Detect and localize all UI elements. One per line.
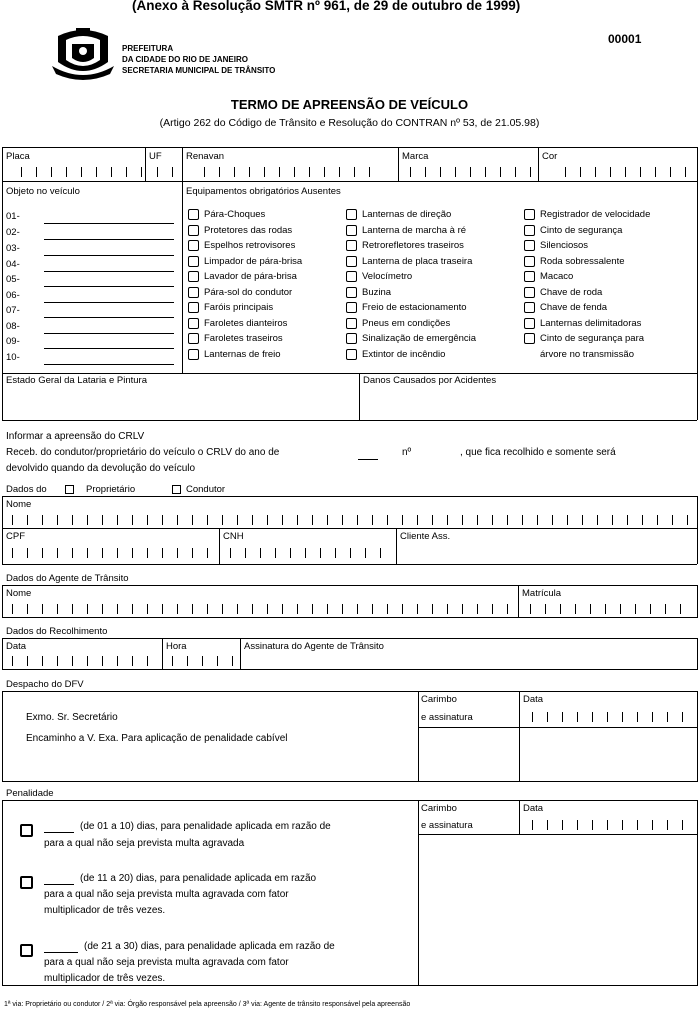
crlv-text-1a: Receb. do condutor/proprietário do veículo o CRLV do ano de [6, 447, 280, 458]
object-number: 05- [6, 274, 20, 285]
despacho-assinatura-label: e assinatura [421, 712, 473, 723]
equipment-item: Sinalização de emergência [362, 333, 477, 344]
rule [518, 585, 519, 618]
object-line[interactable] [44, 239, 174, 240]
equipment-item: Roda sobressalente [540, 256, 625, 267]
crlv-title: Informar a apreensão do CRLV [6, 431, 145, 442]
form-subtitle: (Artigo 262 do Código de Trânsito e Resolução do CONTRAN nº 53, de 21.05.98) [159, 117, 540, 129]
recolhimento-hora-field[interactable] [172, 656, 233, 666]
equipment-item: Registrador de velocidade [540, 209, 651, 220]
agent-title: Dados do Agente de Trânsito [6, 573, 129, 584]
checkbox[interactable] [188, 287, 199, 298]
object-line[interactable] [44, 286, 174, 287]
checkbox[interactable] [346, 302, 357, 313]
penalty-option-3-text-c: multiplicador de três vezes. [44, 973, 166, 984]
checkbox[interactable] [524, 302, 535, 313]
cliente-label: Cliente Ass. [400, 531, 451, 542]
rule [219, 528, 220, 564]
checkbox[interactable] [524, 209, 535, 220]
equipment-item: Faroletes dianteiros [204, 318, 288, 329]
checkbox[interactable] [346, 333, 357, 344]
rule [538, 147, 539, 181]
checkbox[interactable] [346, 349, 357, 360]
matricula-label: Matrícula [522, 588, 562, 599]
equipment-item: Espelhos retrovisores [204, 240, 296, 251]
equipment-item: Lanternas de direção [362, 209, 452, 220]
despacho-carimbo-label: Carimbo [421, 694, 457, 705]
rule [2, 147, 697, 148]
assinatura-label: Assinatura do Agente de Trânsito [244, 641, 384, 652]
rule [162, 638, 163, 670]
recolhimento-data-label: Data [6, 641, 27, 652]
danos-label: Danos Causados por Acidentes [363, 375, 497, 386]
object-line[interactable] [44, 271, 174, 272]
recolhimento-title: Dados do Recolhimento [6, 626, 108, 637]
recolhimento-hora-label: Hora [166, 641, 187, 652]
equipment-item: Lanterna de placa traseira [362, 256, 473, 267]
dados-do-label: Dados do [6, 484, 47, 495]
owner-name-label: Nome [6, 499, 32, 510]
object-line[interactable] [44, 255, 174, 256]
object-line[interactable] [44, 223, 174, 224]
proprietario-checkbox[interactable] [65, 485, 74, 494]
proprietario-label: Proprietário [86, 484, 136, 495]
cpf-field[interactable] [12, 548, 208, 558]
equipment-item: Pneus em condições [362, 318, 451, 329]
rule [2, 373, 697, 374]
object-number: 01- [6, 211, 20, 222]
checkbox[interactable] [188, 209, 199, 220]
checkbox[interactable] [188, 240, 199, 251]
equipment-item: Freio de estacionamento [362, 302, 467, 313]
cnh-label: CNH [223, 531, 244, 542]
despacho-data-label: Data [523, 694, 544, 705]
penalty-option-1-days[interactable] [44, 832, 74, 833]
checkbox[interactable] [346, 318, 357, 329]
city-coat-of-arms-logo [50, 26, 116, 80]
checkbox[interactable] [188, 333, 199, 344]
penalty-option-1-checkbox[interactable] [20, 824, 33, 837]
object-number: 08- [6, 321, 20, 332]
crlv-year-field[interactable] [358, 459, 378, 460]
equipment-item: Lanterna de marcha à ré [362, 225, 467, 236]
org-name-line1: PREFEITURA [122, 44, 174, 53]
rule [2, 496, 3, 564]
despacho-line2: Encaminho a V. Exa. Para aplicação de penalidade cabível [26, 733, 288, 744]
org-name-line2: DA CIDADE DO RIO DE JANEIRO [122, 55, 248, 64]
object-number: 06- [6, 290, 20, 301]
checkbox[interactable] [346, 256, 357, 267]
rule [697, 496, 698, 564]
checkbox[interactable] [524, 318, 535, 329]
equipment-item: Retrorefletores traseiros [362, 240, 464, 251]
penalty-option-2-text-a: (de 11 a 20) dias, para penalidade aplicada em razão [80, 873, 317, 884]
rule [2, 564, 697, 565]
rule [2, 420, 697, 421]
rule [418, 691, 419, 782]
checkbox[interactable] [524, 333, 535, 344]
rule [398, 147, 399, 181]
equipment-item: Macaco [540, 271, 574, 282]
penalidade-data-field[interactable] [532, 820, 683, 830]
equipment-item: Buzina [362, 287, 392, 298]
equipment-label: Equipamentos obrigatórios Ausentes [186, 186, 341, 197]
penalty-option-2-checkbox[interactable] [20, 876, 33, 889]
checkbox[interactable] [188, 349, 199, 360]
crlv-text-1b: nº [402, 447, 412, 458]
condutor-label: Condutor [186, 484, 226, 495]
penalty-option-1-text-a: (de 01 a 10) dias, para penalidade aplicada em razão de [80, 821, 331, 832]
penalty-option-2-text-b: para a qual não seja prevista multa agravada com fator [44, 889, 289, 900]
penalidade-data-label: Data [523, 803, 544, 814]
uf-field[interactable] [157, 167, 173, 177]
equipment-item: Lanternas delimitadoras [540, 318, 642, 329]
object-line[interactable] [44, 317, 174, 318]
equipment-item: Lanternas de freio [204, 349, 281, 360]
renavan-field[interactable] [204, 167, 370, 177]
despacho-title: Despacho do DFV [6, 679, 84, 690]
checkbox[interactable] [188, 256, 199, 267]
crlv-text-2: devolvido quando da devolução do veículo [6, 463, 196, 474]
checkbox[interactable] [188, 225, 199, 236]
equipment-item: Cinto de segurança [540, 225, 623, 236]
checkbox[interactable] [346, 271, 357, 282]
checkbox[interactable] [524, 271, 535, 282]
document-number: 00001 [608, 32, 642, 46]
cnh-field[interactable] [230, 548, 381, 558]
checkbox[interactable] [346, 240, 357, 251]
equipment-item: Silenciosos [540, 240, 589, 251]
equipment-item: Protetores das rodas [204, 225, 293, 236]
objects-label: Objeto no veículo [6, 186, 80, 197]
checkbox[interactable] [524, 225, 535, 236]
penalty-option-3-text-a: (de 21 a 30) dias, para penalidade aplicada em razão de [84, 941, 335, 952]
checkbox[interactable] [524, 240, 535, 251]
object-number: 03- [6, 243, 20, 254]
equipment-item: Faroletes traseiros [204, 333, 283, 344]
checkbox[interactable] [346, 209, 357, 220]
owner-name-field[interactable] [12, 515, 688, 525]
rule [182, 147, 183, 373]
penalty-option-3-checkbox[interactable] [20, 944, 33, 957]
object-line[interactable] [44, 348, 174, 349]
object-line[interactable] [44, 333, 174, 334]
penalidade-title: Penalidade [6, 788, 54, 799]
checkbox[interactable] [524, 287, 535, 298]
object-number: 02- [6, 227, 20, 238]
equipment-item: Chave de roda [540, 287, 603, 298]
object-number: 10- [6, 352, 20, 363]
form-title: TERMO DE APREENSÃO DE VEÍCULO [230, 97, 469, 112]
equipment-item: Chave de fenda [540, 302, 608, 313]
penalty-option-3-text-b: para a qual não seja prevista multa agravada com fator [44, 957, 289, 968]
rule [2, 528, 697, 529]
checkbox[interactable] [188, 271, 199, 282]
penalty-option-2-days[interactable] [44, 884, 74, 885]
checkbox[interactable] [524, 256, 535, 267]
equipment-item: Pára-sol do condutor [204, 287, 293, 298]
checkbox[interactable] [188, 302, 199, 313]
equipment-item: Velocímetro [362, 271, 413, 282]
condutor-checkbox[interactable] [172, 485, 181, 494]
equipment-item: Faróis principais [204, 302, 274, 313]
rule [2, 181, 697, 182]
object-number: 04- [6, 259, 20, 270]
estado-geral-label: Estado Geral da Lataria e Pintura [6, 375, 148, 386]
crlv-text-1c: , que fica recolhido e somente será [460, 447, 616, 458]
checkbox[interactable] [346, 287, 357, 298]
penalty-option-2-text-c: multiplicador de três vezes. [44, 905, 166, 916]
marca-field[interactable] [410, 167, 531, 177]
agent-name-label: Nome [6, 588, 32, 599]
equipment-item: Pára-Choques [204, 209, 266, 220]
cor-field[interactable] [565, 167, 686, 177]
rule [2, 147, 3, 420]
footer-copies-note: 1ª via: Proprietário ou condutor / 2ª via: Órgão responsável pela apreensão / 3ª via: Agente de trânsito responsável pela apreensão [4, 1001, 411, 1008]
org-name-line3: SECRETARIA MUNICIPAL DE TRÂNSITO [122, 66, 276, 75]
checkbox[interactable] [346, 225, 357, 236]
rule [418, 727, 698, 728]
checkbox[interactable] [188, 318, 199, 329]
penalidade-carimbo-label: Carimbo [421, 803, 457, 814]
object-line[interactable] [44, 364, 174, 365]
equipment-item: Limpador de pára-brisa [204, 256, 303, 267]
cor-label: Cor [542, 151, 558, 162]
rule [240, 638, 241, 670]
rule [359, 373, 360, 420]
rule [418, 800, 419, 986]
equipment-item: Lavador de pára-brisa [204, 271, 297, 282]
rule [519, 800, 520, 834]
penalidade-assinatura-label: e assinatura [421, 820, 473, 831]
rule [418, 834, 698, 835]
recolhimento-data-field[interactable] [12, 656, 148, 666]
despacho-data-field[interactable] [532, 712, 683, 722]
annex-reference: (Anexo à Resolução SMTR nº 961, de 29 de outubro de 1999) [132, 0, 521, 13]
equipment-item: Cinto de segurança para [540, 333, 645, 344]
matricula-field[interactable] [530, 604, 681, 614]
equipment-item: Extintor de incêndio [362, 349, 446, 360]
penalty-option-1-text-b: para a qual não seja prevista multa agravada [44, 838, 245, 849]
object-number: 09- [6, 336, 20, 347]
despacho-line1: Exmo. Sr. Secretário [26, 712, 118, 723]
cpf-label: CPF [6, 531, 25, 542]
equipment-item: árvore no transmissão [540, 349, 634, 360]
renavan-label: Renavan [186, 151, 225, 162]
marca-label: Marca [402, 151, 429, 162]
penalty-option-3-days[interactable] [44, 952, 78, 953]
placa-field[interactable] [21, 167, 142, 177]
rule [396, 528, 397, 564]
rule [2, 496, 697, 497]
object-number: 07- [6, 305, 20, 316]
object-line[interactable] [44, 302, 174, 303]
rule [145, 147, 146, 181]
rule [519, 691, 520, 782]
placa-label: Placa [6, 151, 30, 162]
uf-label: UF [149, 151, 162, 162]
rule [697, 147, 698, 420]
agent-name-field[interactable] [12, 604, 508, 614]
